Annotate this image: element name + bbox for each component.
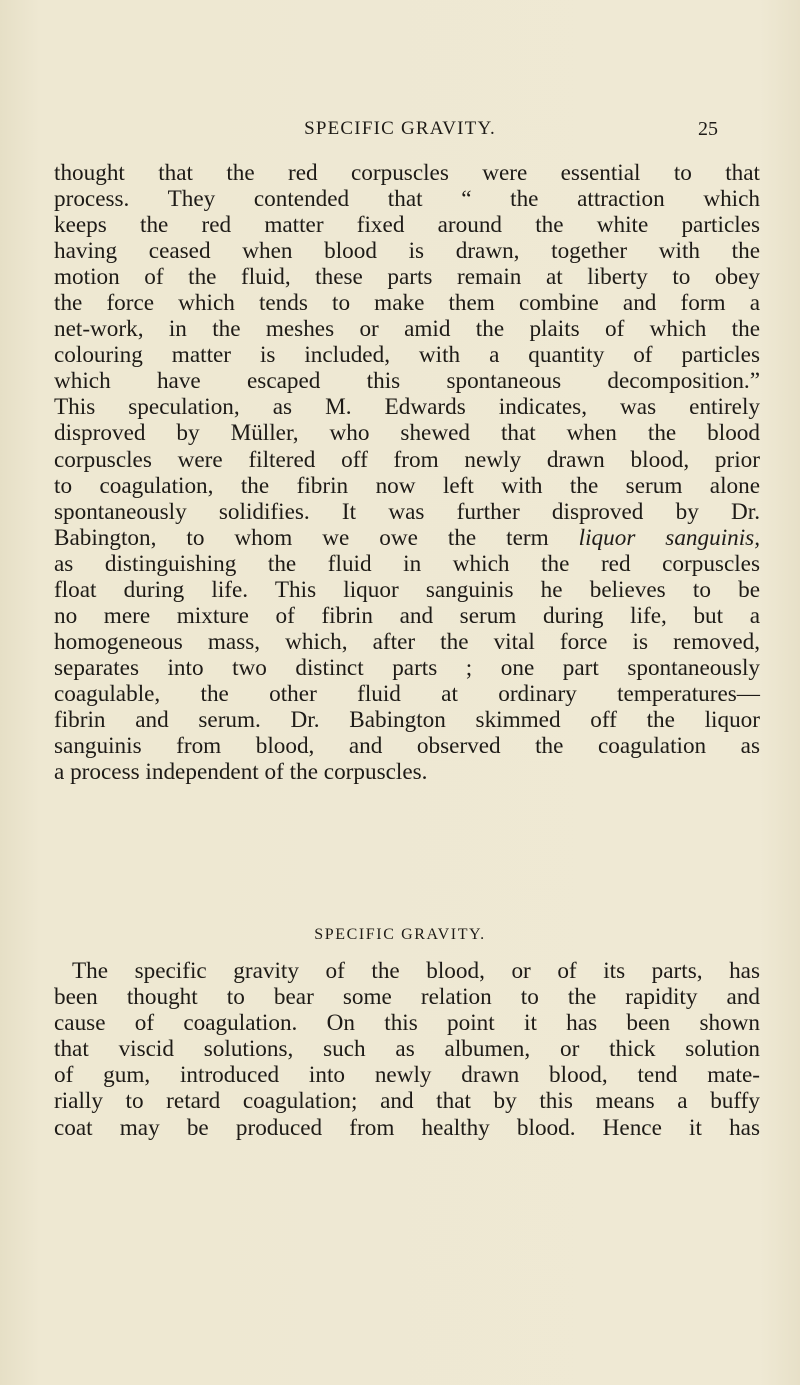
text-line: colouring matter is included, with a quantity of particles [54, 342, 760, 369]
text-line: coagulable, the other fluid at ordinary temperatures— [54, 680, 760, 707]
text-line: float during life. This liquor sanguinis he believes to be [54, 576, 760, 603]
text-line: been thought to bear some relation to the rapidity and [54, 984, 760, 1011]
page-number: 25 [698, 118, 718, 140]
text-line: to coagulation, the fibrin now left with the serum alone [54, 472, 760, 499]
text-line: This speculation, as M. Edwards indicates, was entirely [54, 394, 760, 421]
text-line: corpuscles were filtered off from newly drawn blood, prior [54, 446, 760, 473]
text-line: motion of the fluid, these parts remain at liberty to obey [54, 264, 760, 291]
text-line: as distinguishing the fluid in which the red corpuscles [54, 550, 760, 577]
text-line: having ceased when blood is drawn, together with the [54, 238, 760, 265]
text-line: process. They contended that “ the attraction which [54, 186, 760, 213]
text-line: separates into two distinct parts ; one part spontaneously [54, 654, 760, 681]
text-line: which have escaped this spontaneous decomposition.” [54, 368, 760, 395]
text-line: thought that the red corpuscles were essential to that [54, 160, 760, 186]
text-line: of gum, introduced into newly drawn blood, tend mate- [54, 1062, 760, 1089]
text-line: disproved by Müller, who shewed that when the blood [54, 420, 760, 447]
text-line: no mere mixture of fibrin and serum during life, but a [54, 602, 760, 629]
text-line: spontaneously solidifies. It was further disproved by Dr. [54, 498, 760, 525]
text-line: keeps the red matter fixed around the white particles [54, 212, 760, 239]
paragraph-coagulation [54, 160, 760, 785]
page-header [0, 118, 800, 146]
text-line: that viscid solutions, such as albumen, or thick solution [54, 1036, 760, 1063]
text-line: coat may be produced from healthy blood. Hence it has [54, 1114, 760, 1141]
text-line: cause of coagulation. On this point it has been shown [54, 1010, 760, 1037]
text-line: the force which tends to make them combine and form a [54, 290, 760, 317]
section-heading: SPECIFIC GRAVITY. [314, 926, 486, 943]
text-line: The specific gravity of the blood, or of its parts, has [72, 958, 760, 984]
running-title: SPECIFIC GRAVITY. [304, 118, 496, 139]
text-line: net-work, in the meshes or amid the plaits of which the [54, 316, 760, 343]
text-line: rially to retard coagulation; and that by this means a buffy [54, 1088, 760, 1115]
italic-term: liquor sanguinis, [578, 524, 761, 551]
paragraph-specific-gravity [54, 958, 760, 1141]
text-line: fibrin and serum. Dr. Babington skimmed off the liquor [54, 706, 760, 733]
text-line-with-term [54, 525, 760, 551]
text-line: sanguinis from blood, and observed the coagulation as [54, 733, 760, 760]
text-line: a process independent of the corpuscles. [54, 759, 428, 786]
text-line: homogeneous mass, which, after the vital force is removed, [54, 628, 760, 655]
text-segment: Babington, to whom we owe the term [54, 524, 549, 551]
